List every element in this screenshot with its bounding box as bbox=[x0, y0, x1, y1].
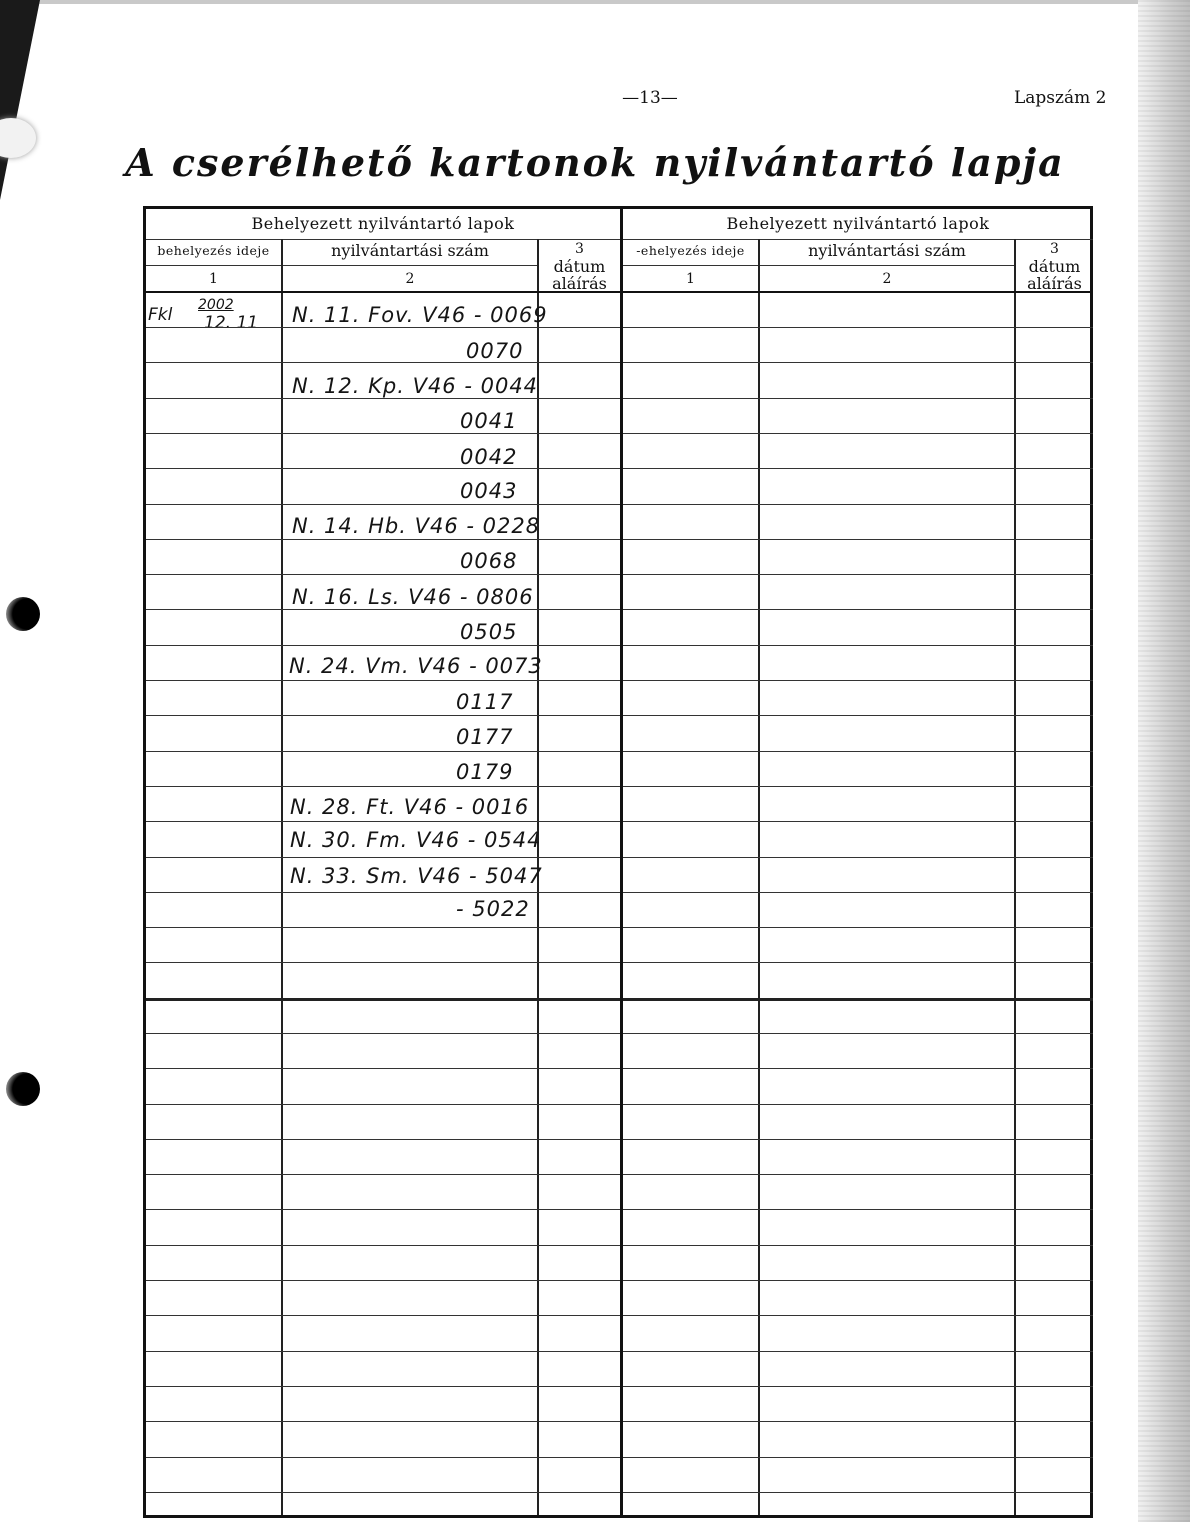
handwritten-entry: N. 28. Ft. V46 - 0016 bbox=[290, 795, 530, 819]
left-col2-number: 2 bbox=[405, 271, 415, 287]
row-rule bbox=[623, 574, 1093, 575]
row-rule bbox=[623, 680, 1093, 681]
row-rule bbox=[146, 1492, 620, 1493]
handwritten-entry: 0041 bbox=[460, 409, 518, 433]
row-rule bbox=[623, 892, 1093, 893]
right-col3-title-line2: aláírás bbox=[1027, 274, 1082, 293]
handwritten-entry: 0505 bbox=[460, 620, 518, 644]
row-rule bbox=[623, 1280, 1093, 1281]
row-rule bbox=[623, 539, 1093, 540]
row-rule bbox=[623, 751, 1093, 752]
left-col3-title-line1: dátum bbox=[553, 257, 606, 276]
page-number: —13— bbox=[622, 88, 678, 108]
row-rule bbox=[623, 962, 1093, 963]
row-rule bbox=[146, 1245, 620, 1246]
right-col3-title-line1: dátum bbox=[1028, 257, 1081, 276]
handwritten-entry: 0177 bbox=[456, 725, 514, 749]
row-rule bbox=[146, 1421, 620, 1422]
register-form bbox=[143, 206, 1093, 1518]
page-title: A cserélhető kartonok nyilvántartó lapja bbox=[125, 140, 1065, 185]
handwritten-entry: - 5022 bbox=[456, 897, 530, 921]
right-col3-number: 3 bbox=[1050, 241, 1059, 257]
scan-top-edge bbox=[0, 0, 1190, 4]
row-rule bbox=[623, 433, 1093, 434]
row-rule bbox=[623, 1492, 1093, 1493]
entry-year: 2002 bbox=[198, 297, 234, 313]
row-rule bbox=[623, 927, 1093, 928]
scan-right-edge bbox=[1138, 0, 1190, 1522]
row-rule bbox=[146, 468, 620, 469]
row-rule bbox=[146, 1209, 620, 1210]
row-rule bbox=[623, 1457, 1093, 1458]
row-rule bbox=[623, 998, 1093, 1001]
row-rule bbox=[146, 821, 620, 822]
left-col3-header bbox=[539, 239, 620, 291]
row-rule bbox=[146, 1351, 620, 1352]
left-register-table bbox=[146, 209, 620, 1515]
right-col2-header bbox=[760, 239, 1014, 291]
row-rule bbox=[146, 1068, 620, 1069]
row-rule bbox=[146, 892, 620, 893]
row-rule bbox=[146, 504, 620, 505]
right-col1-header bbox=[623, 239, 758, 291]
row-rule bbox=[623, 821, 1093, 822]
left-col3-number: 3 bbox=[575, 241, 584, 257]
row-rule bbox=[623, 327, 1093, 328]
left-divider-1 bbox=[281, 239, 283, 1515]
row-rule bbox=[623, 1068, 1093, 1069]
row-rule bbox=[623, 786, 1093, 787]
row-rule bbox=[623, 1386, 1093, 1387]
right-group-heading: Behelyezett nyilvántartó lapok bbox=[623, 209, 1093, 240]
left-col1-header bbox=[146, 239, 281, 291]
row-rule bbox=[146, 362, 620, 363]
row-rule bbox=[146, 1139, 620, 1140]
row-rule bbox=[623, 1245, 1093, 1246]
punch-hole-lower bbox=[6, 1072, 40, 1106]
right-col1-title: -ehelyezés ideje bbox=[623, 239, 758, 266]
left-col2-header bbox=[283, 239, 537, 291]
row-rule bbox=[146, 398, 620, 399]
row-rule bbox=[623, 857, 1093, 858]
row-rule bbox=[146, 857, 620, 858]
row-rule bbox=[146, 645, 620, 646]
left-col2-title: nyilvántartási szám bbox=[283, 239, 537, 266]
right-col3-header bbox=[1016, 239, 1093, 291]
row-rule bbox=[623, 1104, 1093, 1105]
row-rule bbox=[146, 1315, 620, 1316]
row-rule bbox=[146, 715, 620, 716]
row-rule bbox=[146, 680, 620, 681]
row-rule bbox=[623, 362, 1093, 363]
handwritten-entry: 0043 bbox=[460, 479, 518, 503]
entry-month-day: 12. 11 bbox=[204, 313, 259, 333]
right-divider-1 bbox=[758, 239, 760, 1515]
handwritten-entry: N. 30. Fm. V46 - 0544 bbox=[290, 828, 542, 852]
row-rule bbox=[623, 609, 1093, 610]
row-rule bbox=[623, 1209, 1093, 1210]
row-rule bbox=[623, 398, 1093, 399]
handwritten-entry: N. 33. Sm. V46 - 5047 bbox=[290, 864, 543, 888]
handwritten-entry: N. 24. Vm. V46 - 0073 bbox=[289, 654, 543, 678]
handwritten-entry: 0042 bbox=[460, 445, 518, 469]
row-rule bbox=[146, 927, 620, 928]
handwritten-entry: N. 12. Kp. V46 - 0044 bbox=[292, 374, 539, 398]
row-rule bbox=[146, 786, 620, 787]
row-rule bbox=[623, 1351, 1093, 1352]
handwritten-entry: N. 16. Ls. V46 - 0806 bbox=[292, 585, 534, 609]
row-rule bbox=[146, 1033, 620, 1034]
left-group-heading: Behelyezett nyilvántartó lapok bbox=[146, 209, 620, 240]
right-col1-number: 1 bbox=[686, 271, 695, 287]
row-rule bbox=[146, 1386, 620, 1387]
row-rule bbox=[623, 1315, 1093, 1316]
row-rule bbox=[146, 574, 620, 575]
left-col1-number: 1 bbox=[209, 271, 218, 287]
handwritten-entry: 0070 bbox=[466, 339, 524, 363]
right-register-table bbox=[620, 209, 1093, 1515]
right-col2-title: nyilvántartási szám bbox=[760, 239, 1014, 266]
row-rule bbox=[146, 1280, 620, 1281]
row-rule bbox=[146, 327, 620, 328]
row-rule bbox=[146, 433, 620, 434]
row-rule bbox=[146, 539, 620, 540]
row-rule bbox=[623, 1139, 1093, 1140]
right-divider-2 bbox=[1014, 239, 1016, 1515]
handwritten-entry: 0117 bbox=[456, 690, 514, 714]
handwritten-entry: 0179 bbox=[456, 760, 514, 784]
row-rule bbox=[623, 715, 1093, 716]
left-col3-title-line2: aláírás bbox=[552, 274, 607, 293]
handwritten-entry: 0068 bbox=[460, 549, 518, 573]
row-rule bbox=[146, 998, 620, 1001]
row-rule bbox=[146, 1104, 620, 1105]
handwritten-entry: N. 14. Hb. V46 - 0228 bbox=[292, 514, 541, 538]
left-header-rule bbox=[146, 291, 620, 293]
handwritten-entry: N. 11. Fov. V46 - 0069 bbox=[292, 303, 548, 327]
row-rule bbox=[623, 1174, 1093, 1175]
right-header-rule bbox=[623, 291, 1093, 293]
left-col1-title: behelyezés ideje bbox=[146, 239, 281, 266]
row-rule bbox=[146, 1174, 620, 1175]
row-rule bbox=[146, 609, 620, 610]
row-rule bbox=[146, 962, 620, 963]
right-col2-number: 2 bbox=[882, 271, 892, 287]
row-rule bbox=[146, 751, 620, 752]
row-rule bbox=[623, 1421, 1093, 1422]
row-rule bbox=[623, 1033, 1093, 1034]
punch-hole-upper bbox=[6, 597, 40, 631]
row-rule bbox=[623, 645, 1093, 646]
row-rule bbox=[146, 1457, 620, 1458]
row-rule bbox=[623, 504, 1093, 505]
row-rule bbox=[623, 468, 1093, 469]
sheet-number: Lapszám 2 bbox=[1014, 88, 1107, 108]
entry-initials: Fkl bbox=[148, 305, 173, 325]
